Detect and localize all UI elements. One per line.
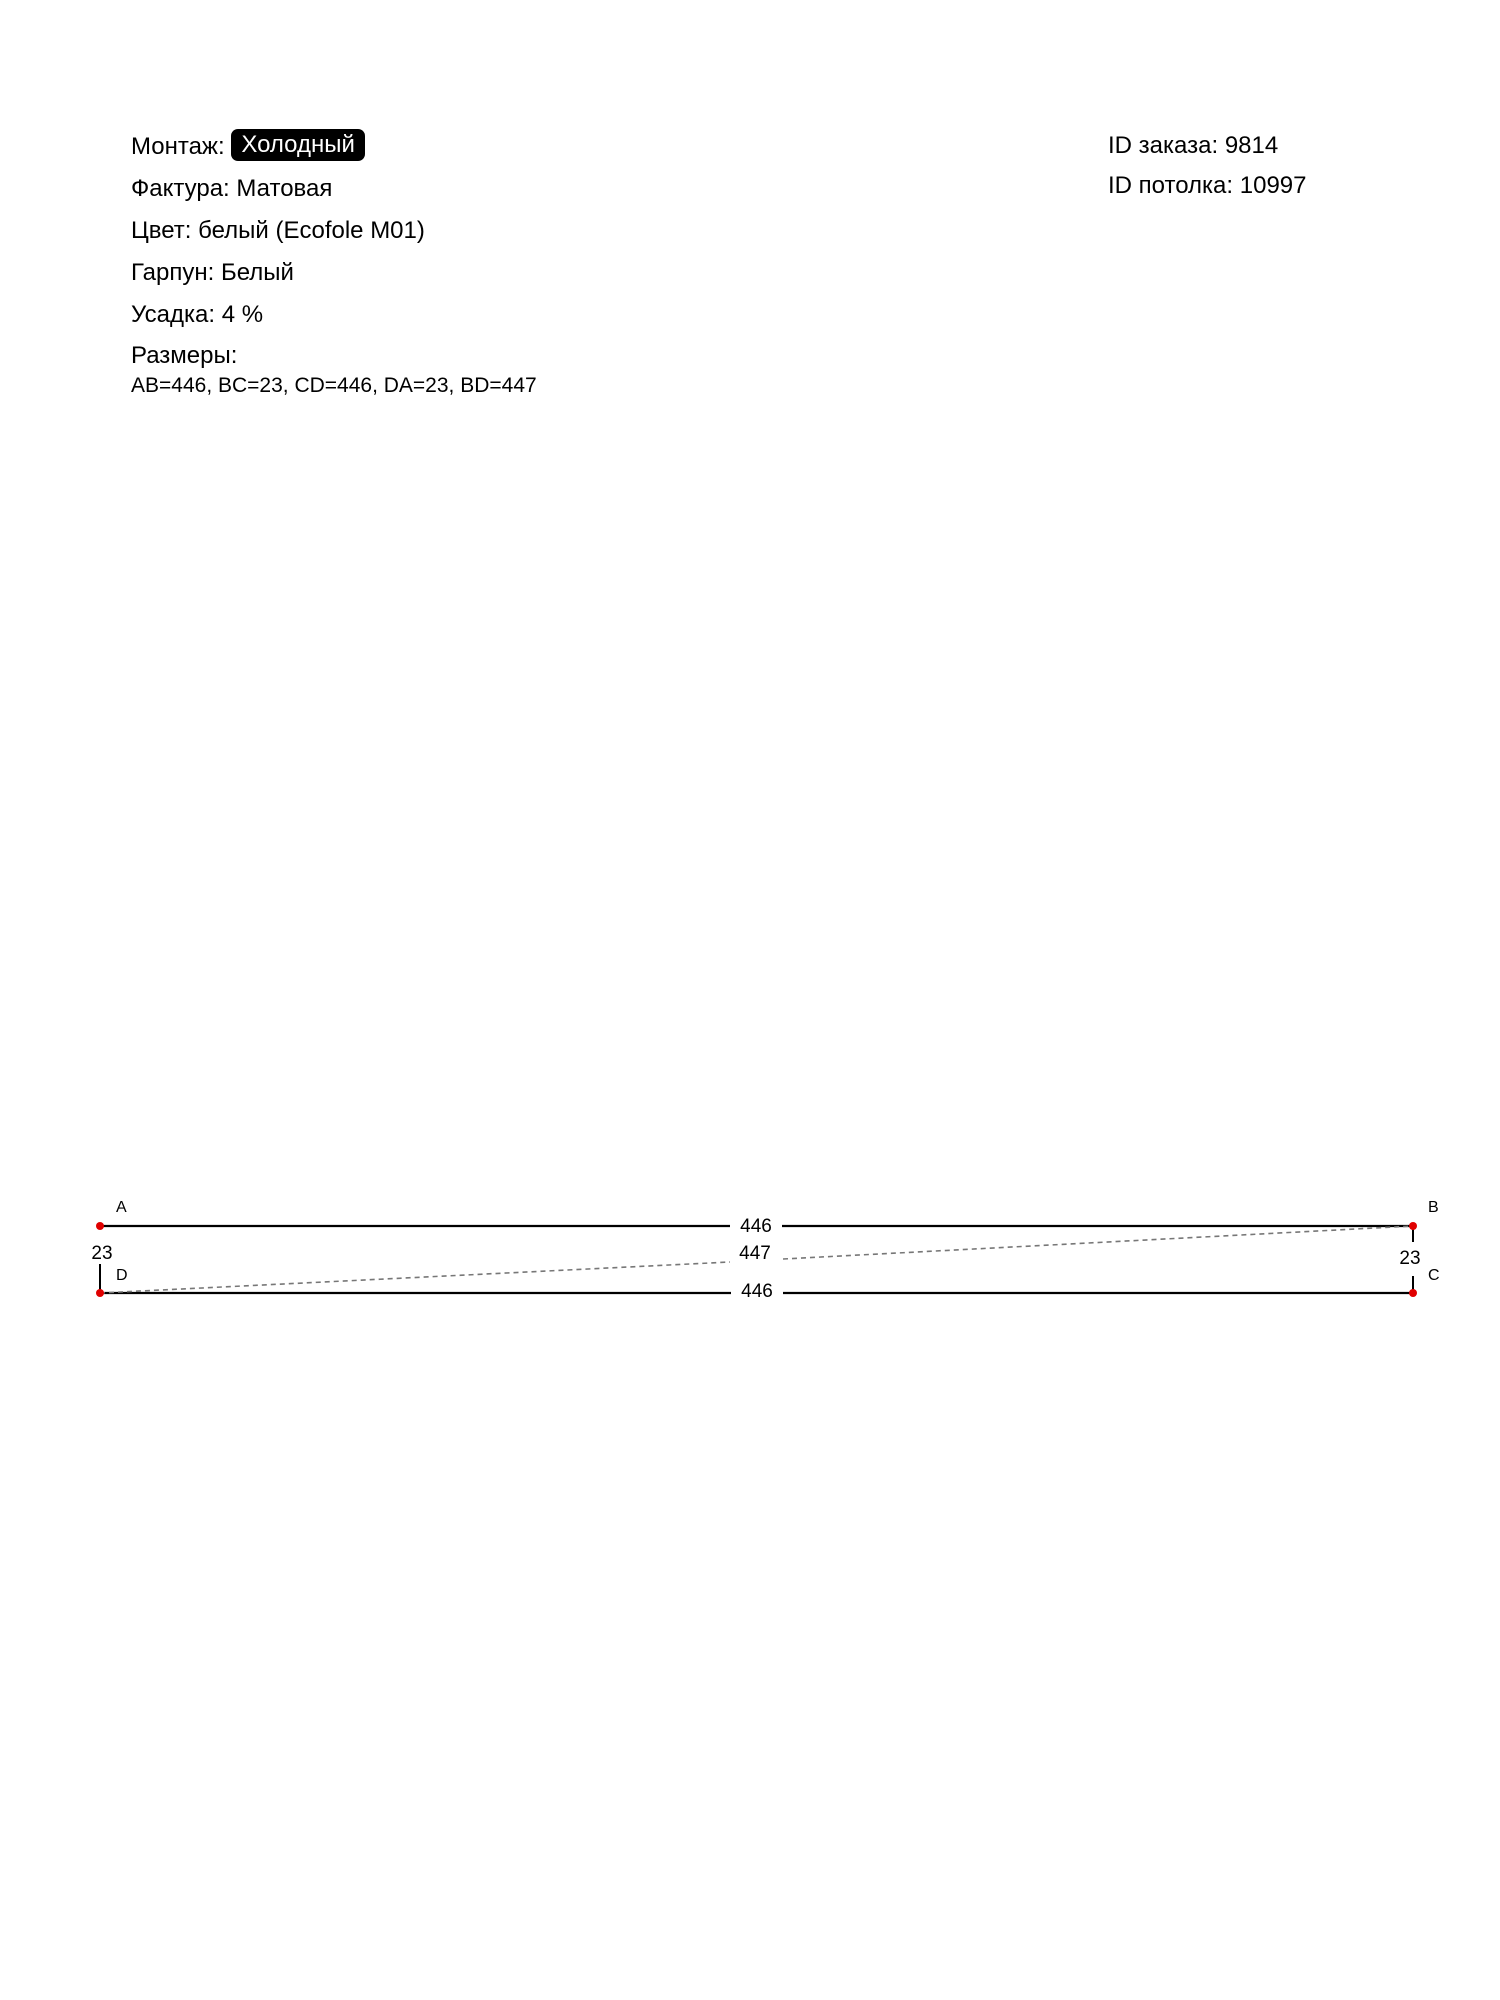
point-d <box>96 1289 104 1297</box>
harpoon-value: Белый <box>220 259 294 286</box>
point-label-d: D <box>116 1267 128 1284</box>
dimension-bc: 23 <box>1399 1248 1421 1269</box>
point-label-c: C <box>1428 1267 1440 1284</box>
dimension-bd: 447 <box>739 1243 771 1264</box>
diagonal-bd-left <box>100 1262 730 1293</box>
mount-label: Монтаж: <box>131 133 225 160</box>
point-label-b: B <box>1428 1199 1439 1216</box>
dimension-ab: 446 <box>740 1216 772 1237</box>
texture-label: Фактура: <box>131 175 230 202</box>
dimension-cd: 446 <box>741 1281 773 1302</box>
order-id-label: ID заказа: <box>1108 132 1219 159</box>
shrink-label: Усадка: <box>131 301 216 328</box>
point-c <box>1409 1289 1417 1297</box>
sizes-label: Размеры: <box>131 342 238 369</box>
diagonal-bd-right <box>783 1226 1413 1259</box>
point-b <box>1409 1222 1417 1230</box>
harpoon-label: Гарпун: <box>131 259 215 286</box>
point-a <box>96 1222 104 1230</box>
shrink-value: 4 % <box>221 301 264 328</box>
sizes-value: AB=446, BC=23, CD=446, DA=23, BD=447 <box>131 374 537 397</box>
ceiling-id-label: ID потолка: <box>1108 172 1234 199</box>
dimension-da: 23 <box>91 1243 113 1264</box>
color-value: белый (Ecofole M01) <box>198 217 425 244</box>
texture-value: Матовая <box>236 175 333 202</box>
point-label-a: A <box>116 1199 127 1216</box>
ceiling-id-value: 10997 <box>1239 172 1307 199</box>
color-label: Цвет: <box>131 217 192 244</box>
mount-badge: Холодный <box>231 129 365 161</box>
order-id-value: 9814 <box>1224 132 1279 159</box>
